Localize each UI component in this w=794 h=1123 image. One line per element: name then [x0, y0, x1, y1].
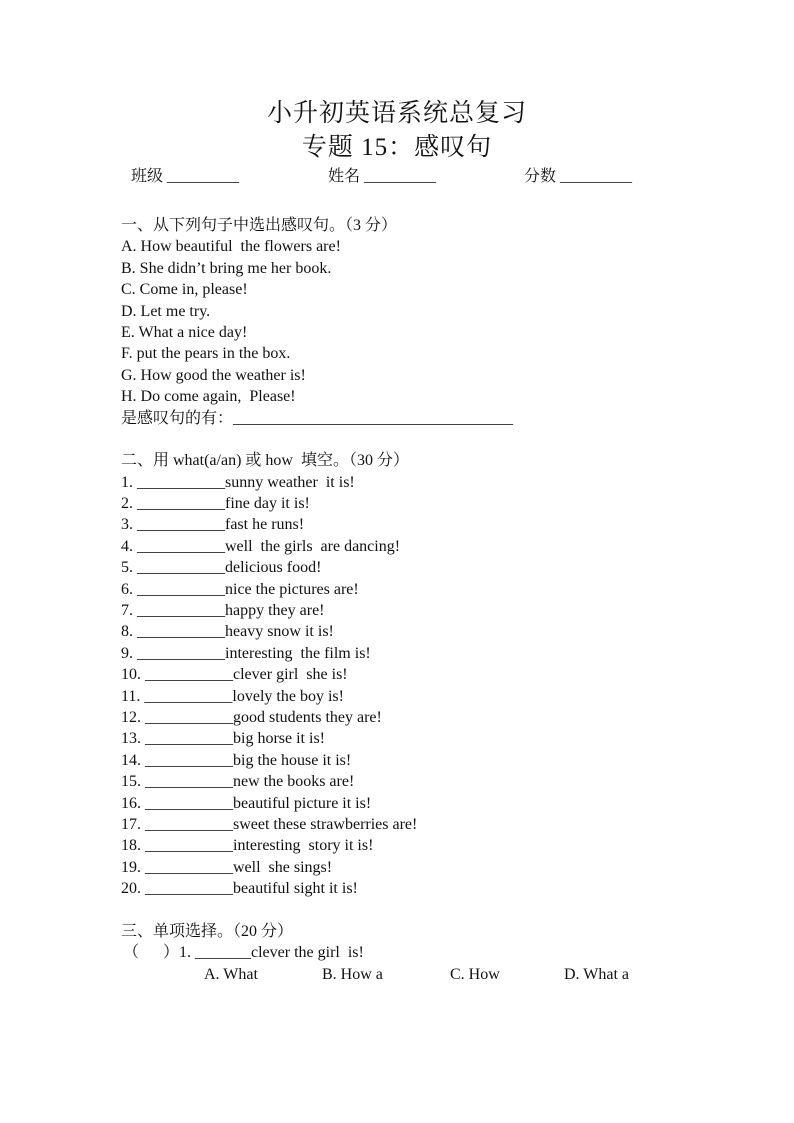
worksheet-subtitle: 专题 15：感叹句	[301, 134, 493, 161]
list-item: A. How beautiful the flowers are!	[121, 238, 341, 256]
list-item: E. What a nice day!	[121, 323, 248, 341]
fill-blank-item[interactable]: 7. ___________happy they are!	[121, 602, 325, 620]
fill-blank-item[interactable]: 13. ___________big horse it is!	[121, 730, 325, 748]
option-a[interactable]: A. What	[204, 965, 258, 983]
fill-blank-item[interactable]: 14. ___________big the house it is!	[121, 751, 352, 769]
fill-blank-item[interactable]: 6. ___________nice the pictures are!	[121, 580, 359, 598]
section2-heading: 二、用 what(a/an) 或 how 填空。（30 分）	[121, 452, 409, 470]
answer-line[interactable]: 是感叹句的有：___________________________________	[121, 409, 514, 427]
score-field[interactable]: 分数 _________	[524, 168, 633, 185]
list-item: G. How good the weather is!	[121, 366, 306, 384]
option-c[interactable]: C. How	[450, 965, 500, 983]
class-field[interactable]: 班级 _________	[131, 168, 240, 185]
fill-blank-item[interactable]: 18. ___________interesting story it is!	[121, 837, 374, 855]
fill-blank-item[interactable]: 12. ___________good students they are!	[121, 708, 382, 726]
fill-blank-item[interactable]: 8. ___________heavy snow it is!	[121, 623, 334, 641]
list-item: C. Come in, please!	[121, 281, 248, 299]
worksheet-title: 小升初英语系统总复习	[266, 100, 527, 127]
fill-blank-item[interactable]: 20. ___________beautiful sight it is!	[121, 880, 358, 898]
mc-options	[121, 964, 721, 987]
list-item: D. Let me try.	[121, 302, 211, 320]
list-item: H. Do come again, Please!	[121, 388, 296, 406]
option-d[interactable]: D. What a	[564, 965, 630, 983]
fill-blank-item[interactable]: 2. ___________fine day it is!	[121, 495, 310, 513]
option-b[interactable]: B. How a	[322, 965, 383, 983]
fill-blank-item[interactable]: 16. ___________beautiful picture it is!	[121, 794, 372, 812]
list-item: B. She didn’t bring me her book.	[121, 259, 332, 277]
section3-heading: 三、单项选择。（20 分）	[121, 922, 294, 940]
section1-heading: 一、从下列句子中选出感叹句。（3 分）	[121, 217, 398, 234]
fill-blank-item[interactable]: 4. ___________well the girls are dancing!	[121, 537, 401, 555]
fill-blank-item[interactable]: 5. ___________delicious food!	[121, 559, 322, 577]
fill-blank-item[interactable]: 15. ___________new the books are!	[121, 773, 355, 791]
fill-blank-item[interactable]: 19. ___________well she sings!	[121, 858, 333, 876]
fill-blank-item[interactable]: 1. ___________sunny weather it is!	[121, 473, 355, 491]
worksheet-content	[121, 215, 721, 987]
list-item: F. put the pears in the box.	[121, 345, 291, 363]
fill-blank-item[interactable]: 9. ___________interesting the film is!	[121, 644, 371, 662]
fill-blank-item[interactable]: 17. ___________sweet these strawberries are!	[121, 815, 418, 833]
student-info-row	[0, 166, 794, 188]
fill-blank-item[interactable]: 11. ___________lovely the boy is!	[121, 687, 344, 705]
mc-question-stem[interactable]: （ ）1. _______clever the girl is!	[123, 944, 364, 962]
fill-blank-item[interactable]: 3. ___________fast he runs!	[121, 516, 305, 534]
name-field[interactable]: 姓名 _________	[328, 168, 437, 185]
fill-blank-item[interactable]: 10. ___________clever girl she is!	[121, 666, 348, 684]
